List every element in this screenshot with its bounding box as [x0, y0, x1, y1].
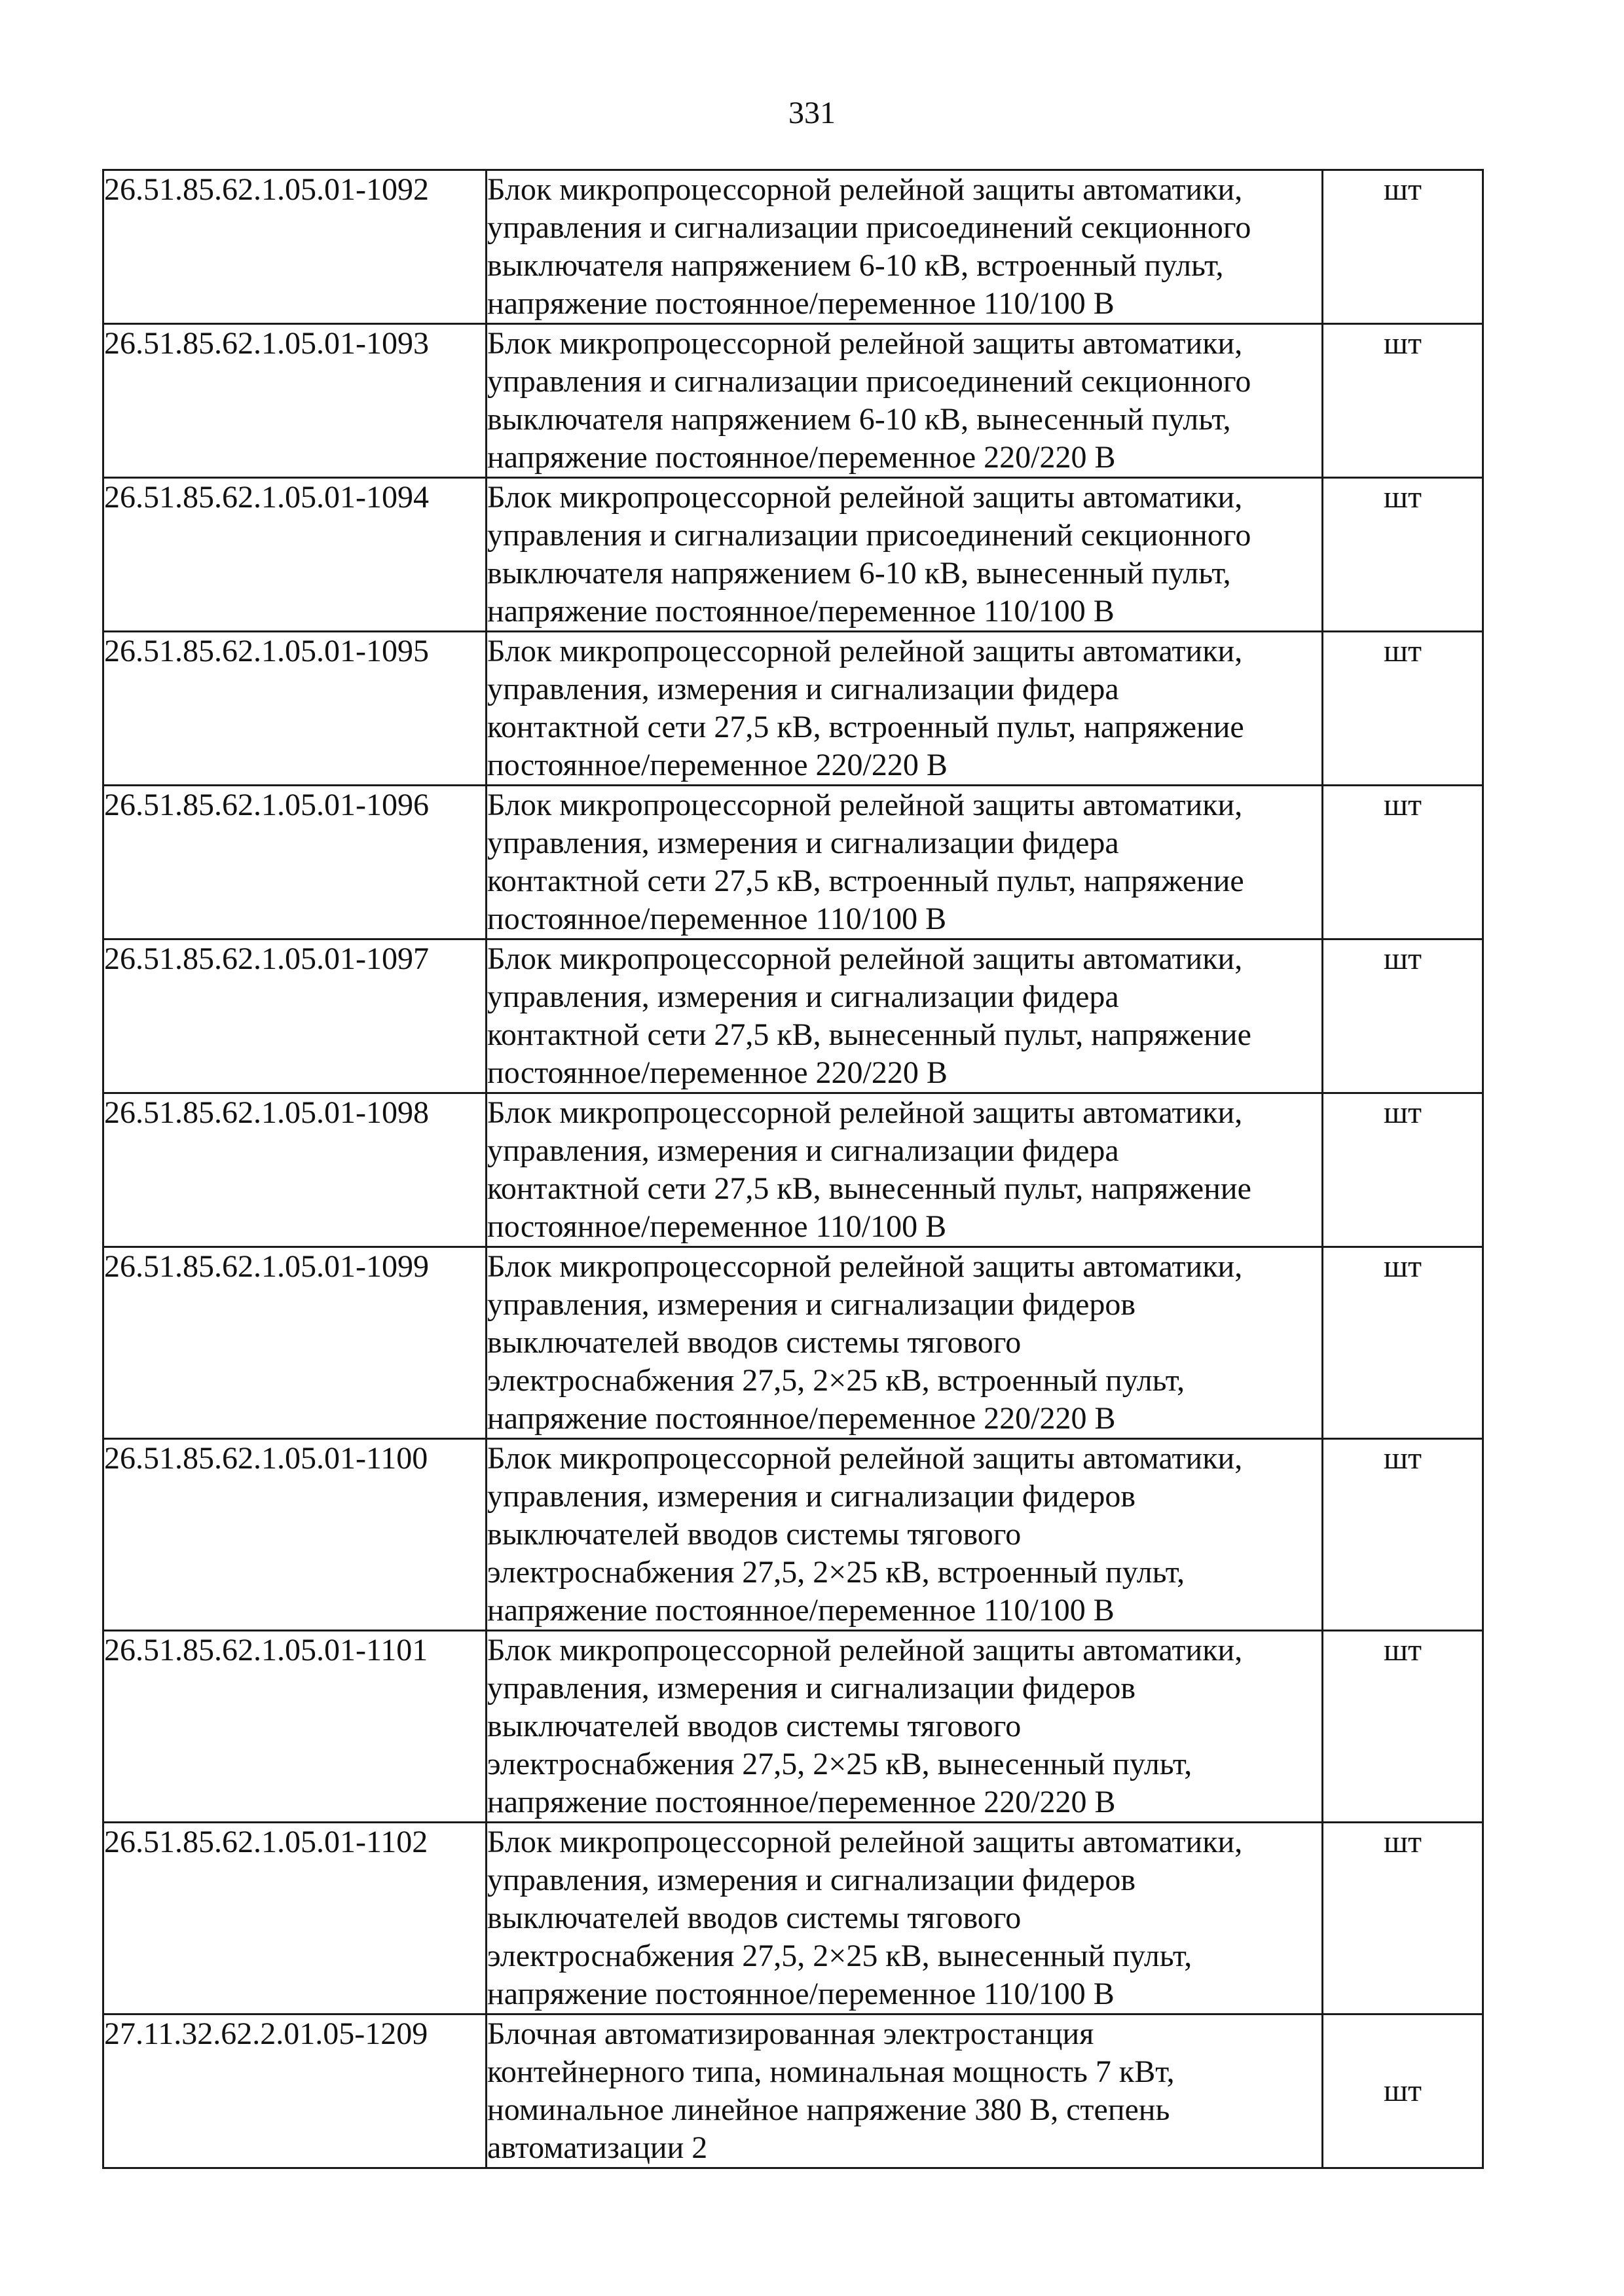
resource-description-cell — [487, 1247, 1323, 1439]
description-line: выключателей вводов системы тягового — [487, 1709, 1022, 1743]
description-line: Блочная автоматизированная электростанция — [487, 2016, 1094, 2051]
unit-cell: шт — [1323, 632, 1483, 786]
resource-code-cell: 26.51.85.62.1.05.01-1100 — [103, 1439, 487, 1631]
resource-description-cell — [487, 2014, 1323, 2168]
description-line: напряжение постоянное/переменное 220/220 В — [487, 440, 1116, 475]
table-row — [103, 170, 1483, 324]
description-line: управления, измерения и сигнализации фидера — [487, 672, 1119, 706]
table-row — [103, 478, 1483, 632]
description-line: электроснабжения 27,5, 2×25 кВ, встроенный пульт, — [487, 1555, 1185, 1590]
table-row — [103, 1093, 1483, 1247]
resource-description-cell — [487, 786, 1323, 939]
description-line: напряжение постоянное/переменное 110/100 В — [487, 1977, 1115, 2011]
unit-cell: шт — [1323, 1439, 1483, 1631]
resource-code-cell: 26.51.85.62.1.05.01-1101 — [103, 1631, 487, 1823]
resource-description-cell — [487, 1439, 1323, 1631]
description-line: выключателя напряжением 6-10 кВ, вынесенный пульт, — [487, 556, 1231, 591]
description-line: управления, измерения и сигнализации фидеров — [487, 1479, 1136, 1514]
resource-description-cell — [487, 939, 1323, 1093]
description-line: контактной сети 27,5 кВ, вынесенный пульт, напряжение — [487, 1017, 1251, 1052]
resource-code-cell: 26.51.85.62.1.05.01-1095 — [103, 632, 487, 786]
page-number: 331 — [788, 96, 836, 130]
description-line: постоянное/переменное 220/220 В — [487, 748, 948, 782]
description-line: Блок микропроцессорной релейной защиты автоматики, — [487, 326, 1243, 361]
resource-code-cell: 26.51.85.62.1.05.01-1093 — [103, 324, 487, 478]
unit-cell: шт — [1323, 1093, 1483, 1247]
description-line: управления, измерения и сигнализации фидера — [487, 979, 1119, 1014]
table-row — [103, 1823, 1483, 2014]
description-line: контактной сети 27,5 кВ, вынесенный пульт, напряжение — [487, 1171, 1251, 1206]
resource-description-cell — [487, 1093, 1323, 1247]
resource-code-cell: 26.51.85.62.1.05.01-1097 — [103, 939, 487, 1093]
description-line: Блок микропроцессорной релейной защиты автоматики, — [487, 1095, 1243, 1130]
unit-cell: шт — [1323, 786, 1483, 939]
description-line: постоянное/переменное 110/100 В — [487, 1209, 947, 1244]
description-line: управления, измерения и сигнализации фидеров — [487, 1287, 1136, 1322]
description-line: электроснабжения 27,5, 2×25 кВ, вынесенный пульт, — [487, 1747, 1192, 1781]
table-body — [103, 170, 1483, 2168]
description-line: выключателя напряжением 6-10 кВ, встроенный пульт, — [487, 248, 1224, 283]
resource-description-cell — [487, 478, 1323, 632]
description-line: Блок микропроцессорной релейной защиты автоматики, — [487, 1633, 1243, 1667]
description-line: Блок микропроцессорной релейной защиты автоматики, — [487, 788, 1243, 822]
table-row — [103, 324, 1483, 478]
description-line: управления и сигнализации присоединений секционного — [487, 210, 1251, 245]
description-line: управления, измерения и сигнализации фидера — [487, 1133, 1119, 1168]
unit-cell: шт — [1323, 478, 1483, 632]
description-line: управления и сигнализации присоединений секционного — [487, 518, 1251, 553]
description-line: управления, измерения и сигнализации фидеров — [487, 1671, 1136, 1705]
description-line: автоматизации 2 — [487, 2130, 708, 2165]
description-line: напряжение постоянное/переменное 220/220 В — [487, 1785, 1116, 1819]
table-row — [103, 1439, 1483, 1631]
description-line: Блок микропроцессорной релейной защиты автоматики, — [487, 1825, 1243, 1859]
unit-cell: шт — [1323, 1247, 1483, 1439]
resource-code-cell: 26.51.85.62.1.05.01-1092 — [103, 170, 487, 324]
description-line: выключателей вводов системы тягового — [487, 1517, 1022, 1552]
resource-table — [102, 169, 1484, 2169]
resource-code-cell: 26.51.85.62.1.05.01-1099 — [103, 1247, 487, 1439]
description-line: постоянное/переменное 220/220 В — [487, 1055, 948, 1090]
description-line: управления и сигнализации присоединений секционного — [487, 364, 1251, 399]
resource-code-cell: 26.51.85.62.1.05.01-1098 — [103, 1093, 487, 1247]
description-line: напряжение постоянное/переменное 110/100 В — [487, 594, 1115, 629]
description-line: Блок микропроцессорной релейной защиты автоматики, — [487, 634, 1243, 668]
resource-code-cell: 27.11.32.62.2.01.05-1209 — [103, 2014, 487, 2168]
resource-code-cell: 26.51.85.62.1.05.01-1096 — [103, 786, 487, 939]
resource-description-cell — [487, 1631, 1323, 1823]
description-line: напряжение постоянное/переменное 220/220 В — [487, 1401, 1116, 1436]
description-line: управления, измерения и сигнализации фидера — [487, 826, 1119, 860]
unit-cell: шт — [1323, 1823, 1483, 2014]
table-row — [103, 1247, 1483, 1439]
description-line: Блок микропроцессорной релейной защиты автоматики, — [487, 941, 1243, 976]
description-line: напряжение постоянное/переменное 110/100 В — [487, 286, 1115, 321]
resource-code-cell: 26.51.85.62.1.05.01-1094 — [103, 478, 487, 632]
table-row — [103, 939, 1483, 1093]
table-row — [103, 1631, 1483, 1823]
description-line: контактной сети 27,5 кВ, встроенный пульт, напряжение — [487, 710, 1244, 744]
table-row — [103, 2014, 1483, 2168]
description-line: контактной сети 27,5 кВ, встроенный пульт, напряжение — [487, 864, 1244, 898]
resource-description-cell — [487, 632, 1323, 786]
description-line: напряжение постоянное/переменное 110/100 В — [487, 1593, 1115, 1628]
description-line: Блок микропроцессорной релейной защиты автоматики, — [487, 172, 1243, 207]
description-line: постоянное/переменное 110/100 В — [487, 902, 947, 936]
description-line: управления, измерения и сигнализации фидеров — [487, 1863, 1136, 1897]
resource-description-cell — [487, 1823, 1323, 2014]
table-row — [103, 632, 1483, 786]
table-row — [103, 786, 1483, 939]
resource-description-cell — [487, 170, 1323, 324]
description-line: контейнерного типа, номинальная мощность 7 кВт, — [487, 2054, 1175, 2089]
resource-code-cell: 26.51.85.62.1.05.01-1102 — [103, 1823, 487, 2014]
unit-cell: шт — [1323, 170, 1483, 324]
description-line: выключателя напряжением 6-10 кВ, вынесенный пульт, — [487, 402, 1231, 437]
unit-cell: шт — [1323, 939, 1483, 1093]
description-line: Блок микропроцессорной релейной защиты автоматики, — [487, 1249, 1243, 1284]
unit-cell: шт — [1323, 1631, 1483, 1823]
description-line: номинальное линейное напряжение 380 В, степень — [487, 2092, 1170, 2127]
description-line: электроснабжения 27,5, 2×25 кВ, встроенный пульт, — [487, 1363, 1185, 1398]
unit-cell: шт — [1323, 324, 1483, 478]
resource-description-cell — [487, 324, 1323, 478]
description-line: выключателей вводов системы тягового — [487, 1325, 1022, 1360]
description-line: Блок микропроцессорной релейной защиты автоматики, — [487, 480, 1243, 515]
description-line: Блок микропроцессорной релейной защиты автоматики, — [487, 1441, 1243, 1476]
description-line: электроснабжения 27,5, 2×25 кВ, вынесенный пульт, — [487, 1939, 1192, 1973]
unit-cell: шт — [1323, 2014, 1483, 2168]
description-line: выключателей вводов системы тягового — [487, 1901, 1022, 1935]
